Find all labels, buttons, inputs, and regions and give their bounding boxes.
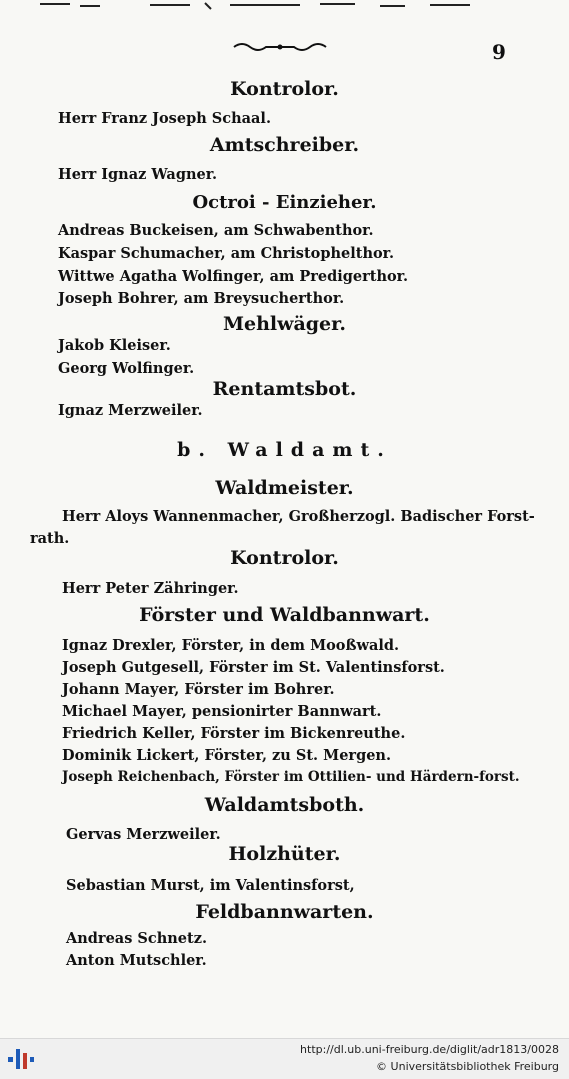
entry-line: Gervas Merzweiler. — [66, 826, 221, 843]
entry-line: Friedrich Keller, Förster im Bickenreuthe. — [62, 725, 406, 742]
entry-line: Dominik Lickert, Förster, zu St. Mergen. — [62, 747, 392, 764]
entry-line: Andreas Buckeisen, am Schwabenthor. — [58, 222, 374, 239]
heading-rentamtsbot: Rentamtsbot. — [212, 378, 357, 400]
heading-holzhueter: Holzhüter. — [228, 843, 341, 865]
heading-mehlwaeger: Mehlwäger. — [222, 313, 347, 335]
entry-line: Johann Mayer, Förster im Bohrer. — [62, 681, 335, 698]
heading-foerster-waldbannwart: Förster und Waldbannwart. — [139, 604, 430, 626]
entry-line: Sebastian Murst, im Valentinsforst, — [66, 877, 355, 894]
entry-line: Ignaz Drexler, Förster, in dem Mooßwald. — [62, 637, 400, 654]
heading-kontrolor: Kontrolor. — [230, 78, 339, 100]
entry-line: Joseph Reichenbach, Förster im Ottilien- und Härdern-forst. — [62, 769, 520, 785]
entry-line: Herr Franz Joseph Schaal. — [58, 110, 271, 127]
viewer-footer — [0, 1038, 569, 1079]
heading-waldamt: b. Waldamt. — [177, 439, 392, 461]
entry-line: Wittwe Agatha Wolfinger, am Predigerthor. — [58, 268, 409, 285]
entry-line: Herr Peter Zähringer. — [62, 580, 239, 597]
heading-octroi-einzieher: Octroi - Einzieher. — [192, 192, 377, 213]
top-edge-marks — [0, 0, 569, 12]
entry-line: Georg Wolfinger. — [58, 360, 195, 377]
entry-line: Kaspar Schumacher, am Christophelthor. — [58, 245, 395, 262]
entry-line: Jakob Kleiser. — [58, 337, 171, 354]
entry-line: Joseph Bohrer, am Breysucherthor. — [58, 290, 345, 307]
library-logo-icon — [6, 1045, 36, 1073]
entry-line: Michael Mayer, pensionirter Bannwart. — [62, 703, 382, 720]
permalink[interactable]: http://dl.ub.uni-freiburg.de/diglit/adr1813/0028 — [300, 1043, 559, 1056]
page-number: 9 — [492, 40, 506, 64]
entry-line: Ignaz Merzweiler. — [58, 402, 203, 419]
entry-line: Herr Aloys Wannenmacher, Großherzogl. Badischer Forst- — [62, 508, 535, 525]
heading-amtschreiber: Amtschreiber. — [209, 134, 360, 156]
entry-line: Herr Ignaz Wagner. — [58, 166, 218, 183]
entry-line: Joseph Gutgesell, Förster im St. Valentinsforst. — [62, 659, 445, 676]
heading-feldbannwarten: Feldbannwarten. — [195, 901, 374, 923]
entry-line: Andreas Schnetz. — [66, 930, 207, 947]
heading-waldmeister: Waldmeister. — [215, 477, 354, 499]
ornament-rule — [232, 40, 328, 54]
copyright-notice: © Universitätsbibliothek Freiburg — [376, 1060, 559, 1073]
heading-kontrolor-waldamt: Kontrolor. — [230, 547, 339, 569]
entry-line: rath. — [30, 530, 70, 547]
heading-waldamtsboth: Waldamtsboth. — [204, 794, 365, 816]
entry-line: Anton Mutschler. — [66, 952, 207, 969]
